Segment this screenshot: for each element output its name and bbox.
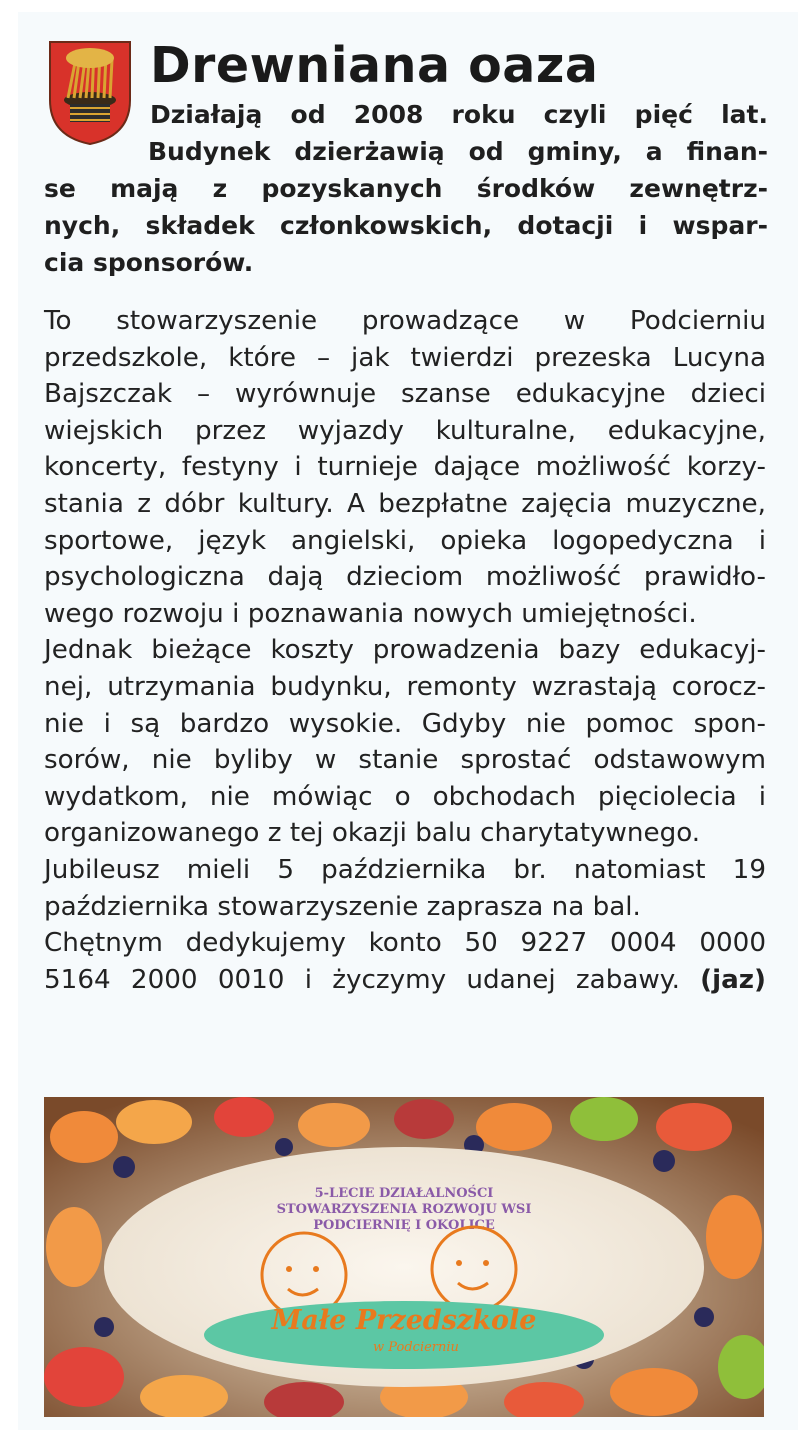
body-line: Jednak bieżące koszty prowadzenia bazy edukacyj- xyxy=(44,635,766,666)
body-line: wydatkom, nie mówiąc o obchodach pięciolecia i xyxy=(44,781,766,812)
cake-text-line: 5-LECIE DZIAŁALNOŚCI xyxy=(314,1186,494,1201)
logo-subtext: w Podcierniu xyxy=(373,1340,459,1355)
lead-line: Budynek dzierżawią od gminy, a finan- xyxy=(148,137,768,166)
body-text xyxy=(44,303,766,998)
body-line: koncerty, festyny i turnieje dające możliwość korzy- xyxy=(44,452,766,483)
body-line: nie i są bardzo wysokie. Gdyby nie pomoc spon- xyxy=(44,708,766,739)
body-line: To stowarzyszenie prowadzące w Podcierniu xyxy=(44,306,766,336)
lead-line: Działają od 2008 roku czyli pięć lat. xyxy=(150,100,768,129)
cake-illustration xyxy=(44,1097,764,1417)
body-line: psychologiczna dają dzieciom możliwość prawidło- xyxy=(44,562,766,593)
body-line: Jubileusz mieli 5 października br. natomiast 19 xyxy=(44,854,766,885)
logo-text: Małe Przedszkole xyxy=(271,1305,537,1336)
body-line: Bajszczak – wyrównuje szanse edukacyjne dzieci xyxy=(44,379,766,410)
body-line: przedszkole, które – jak twierdzi prezeska Lucyna xyxy=(44,342,766,373)
lead-paragraph xyxy=(44,96,768,281)
author-signature: (jaz) xyxy=(700,964,766,995)
body-line: nej, utrzymania budynku, remonty wzrastają corocz- xyxy=(44,671,766,702)
cake-photo xyxy=(44,1097,764,1417)
body-line: sportowe, język angielski, opieka logopedyczna i xyxy=(44,525,766,556)
article-title: Drewniana oaza xyxy=(150,37,599,94)
body-line: sorów, nie byliby w stanie sprostać odstawowym xyxy=(44,745,766,776)
body-line: wego rozwoju i poznawania nowych umiejętności. xyxy=(44,598,697,629)
body-line: organizowanego z tej okazji balu charytatywnego. xyxy=(44,818,701,849)
cake-text-line: STOWARZYSZENIA ROZWOJU WSI xyxy=(276,1202,532,1217)
lead-line: se mają z pozyskanych środków zewnętrz- xyxy=(44,174,768,203)
body-line-final-text: 5164 2000 0010 i życzymy udanej zabawy. xyxy=(44,964,680,995)
body-line: stania z dóbr kultury. A bezpłatne zajęcia muzyczne, xyxy=(44,488,766,519)
cake-inscription xyxy=(277,1184,532,1233)
body-line: wiejskich przez wyjazdy kulturalne, edukacyjne, xyxy=(44,415,766,446)
body-line-final xyxy=(44,962,766,999)
lead-line: nych, składek członkowskich, dotacji i wspar- xyxy=(44,211,768,240)
body-line: Chętnym dedykujemy konto 50 9227 0004 0000 xyxy=(44,928,766,959)
cake-text-line: PODCIERNIĘ I OKOLICE xyxy=(313,1218,495,1233)
body-line: października stowarzyszenie zaprasza na bal. xyxy=(44,891,641,922)
lead-line: cia sponsorów. xyxy=(44,248,254,277)
